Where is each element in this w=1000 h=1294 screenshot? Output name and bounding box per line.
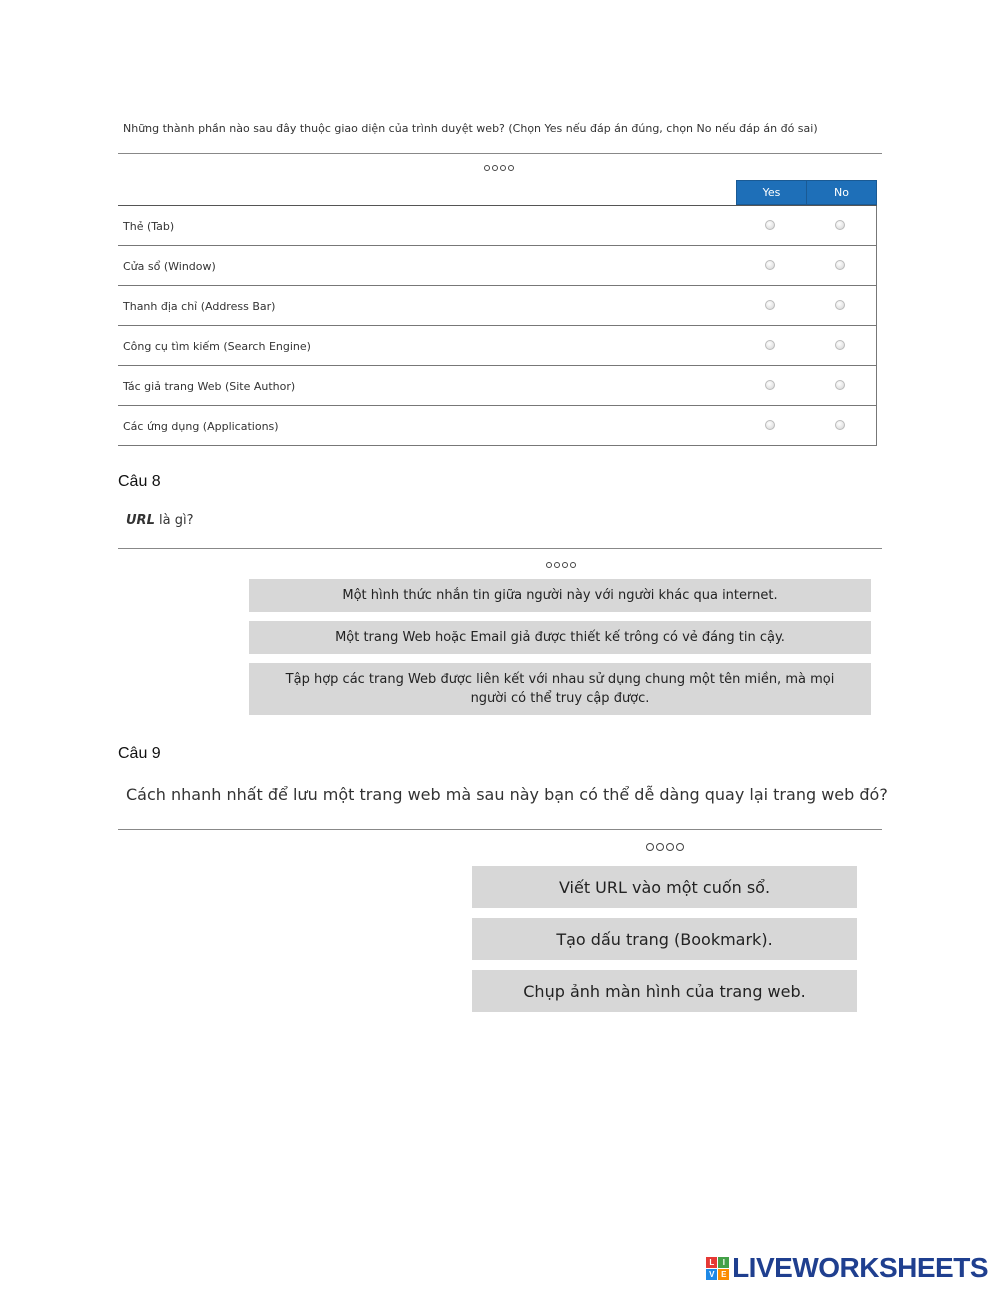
- answer-option[interactable]: Tạo dấu trang (Bookmark).: [472, 918, 857, 960]
- drag-handle-dots: [483, 156, 515, 175]
- radio-no[interactable]: [835, 260, 845, 270]
- column-header-yes: Yes: [736, 180, 807, 205]
- answer-option[interactable]: Viết URL vào một cuốn sổ.: [472, 866, 857, 908]
- answer-option[interactable]: Một trang Web hoặc Email giả được thiết kế trông có vẻ đáng tin cậy.: [249, 621, 871, 654]
- table-row: [118, 326, 877, 366]
- radio-no[interactable]: [835, 380, 845, 390]
- column-header-no: No: [806, 180, 877, 205]
- divider: [118, 153, 882, 154]
- row-label: Các ứng dụng (Applications): [123, 419, 279, 433]
- answer-option[interactable]: Chụp ảnh màn hình của trang web.: [472, 970, 857, 1012]
- question-8-heading: Câu 8: [118, 473, 161, 490]
- row-label: Tác giả trang Web (Site Author): [123, 379, 296, 393]
- table-row: [118, 206, 877, 246]
- radio-yes[interactable]: [765, 420, 775, 430]
- logo-letter: V: [706, 1269, 717, 1280]
- answer-option[interactable]: Một hình thức nhắn tin giữa người này với người khác qua internet.: [249, 579, 871, 612]
- radio-no[interactable]: [835, 420, 845, 430]
- logo-letter: E: [718, 1269, 729, 1280]
- row-label: Cửa sổ (Window): [123, 259, 216, 273]
- table-row: [118, 406, 877, 446]
- liveworksheets-logo: [706, 1252, 988, 1284]
- logo-text: LIVEWORKSHEETS: [732, 1252, 988, 1283]
- radio-no[interactable]: [835, 300, 845, 310]
- logo-letter: I: [718, 1257, 729, 1268]
- row-label: Thanh địa chỉ (Address Bar): [123, 299, 276, 313]
- grid-header: [118, 180, 877, 206]
- logo-letter: L: [706, 1257, 717, 1268]
- divider: [118, 829, 882, 830]
- question-8-suffix: là gì?: [154, 513, 194, 528]
- question-8-text: [126, 513, 193, 528]
- table-row: [118, 366, 877, 406]
- question-8-term: URL: [126, 513, 155, 528]
- row-label: Công cụ tìm kiếm (Search Engine): [123, 339, 311, 353]
- table-row: [118, 246, 877, 286]
- radio-yes[interactable]: [765, 220, 775, 230]
- divider: [118, 548, 882, 549]
- question-7-text: Những thành phần nào sau đây thuộc giao diện của trình duyệt web? (Chọn Yes nếu đáp án đúng, chọn No nếu đáp án đó sai): [123, 122, 818, 135]
- question-9-heading: Câu 9: [118, 745, 161, 762]
- drag-handle-dots: [645, 836, 685, 855]
- row-label: Thẻ (Tab): [123, 219, 175, 233]
- table-row: [118, 286, 877, 326]
- drag-handle-dots: [545, 553, 577, 572]
- radio-yes[interactable]: [765, 380, 775, 390]
- radio-no[interactable]: [835, 220, 845, 230]
- logo-mark-icon: [706, 1257, 729, 1280]
- radio-no[interactable]: [835, 340, 845, 350]
- answer-option[interactable]: Tập hợp các trang Web được liên kết với nhau sử dụng chung một tên miền, mà mọi người có thể truy cập được.: [249, 663, 871, 715]
- radio-yes[interactable]: [765, 340, 775, 350]
- radio-yes[interactable]: [765, 300, 775, 310]
- question-9-text: Cách nhanh nhất để lưu một trang web mà sau này bạn có thể dễ dàng quay lại trang web đó?: [126, 785, 888, 804]
- yes-no-grid: [118, 180, 877, 446]
- radio-yes[interactable]: [765, 260, 775, 270]
